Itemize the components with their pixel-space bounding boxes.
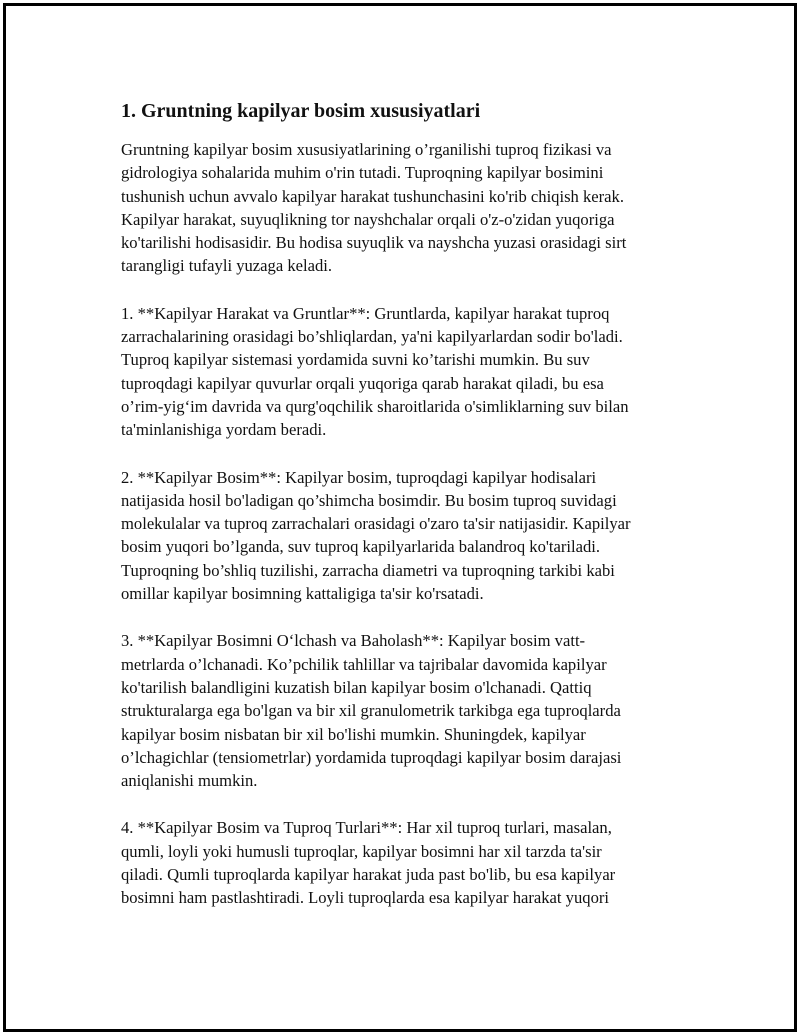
paragraph-1-kapilyar-harakat: 1. **Kapilyar Harakat va Gruntlar**: Gruntlarda, kapilyar harakat tuproq zarrachalarining orasidagi bo’shliqlardan, ya'ni kapilyarlardan sodir bo'ladi. Tuproq kapilyar sistemasi yordamida suvni ko’tarishi mumkin. Bu suv tuproqdagi kapilyar quvurlar orqali yuqoriga qarab harakat qiladi, bu esa o’rim-yig‘im davrida va qurg'oqchilik sharoitlarida o'simliklarning suv bilan ta'minlanishiga yordam beradi. xyxy=(121,303,629,440)
document-title: 1. Gruntning kapilyar bosim xususiyatlari xyxy=(121,100,481,122)
paragraph-3-olchash-baholash: 3. **Kapilyar Bosimni O‘lchash va Baholash**: Kapilyar bosim vatt- metrlarda o’lchanadi. Ko’pchilik tahlillar va tajribalar davomida kapilyar ko'tarilish balandligini kuzatish bilan kapilyar bosim o'lchanadi. Qattiq strukturalarga ega bo'lgan va bir xil granulometrik tarkibga ega tuproqlarda kapilyar bosim nisbatan bir xil bo'lishi mumkin. Shuningdek, kapilyar o’lchagichlar (tensiometrlar) yordamida tuproqdagi kapilyar bosim darajasi aniqlanishi mumkin. xyxy=(121,631,622,791)
paragraph-2-kapilyar-bosim: 2. **Kapilyar Bosim**: Kapilyar bosim, tuproqdagi kapilyar hodisalari natijasida hosil bo'ladigan qo’shimcha bosimdir. Bu bosim tuproq suvidagi molekulalar va tuproq zarrachalari orasidagi o'zaro ta'sir natijasidir. Kapilyar bosim yuqori bo’lganda, suv tuproq kapilyarlarida balandroq ko'tariladi. Tuproqning bo’shliq tuzilishi, zarracha diametri va tuproqning tarkibi kabi omillar kapilyar bosimning kattaligiga ta'sir ko'rsatadi. xyxy=(121,467,631,604)
document-body xyxy=(121,96,696,934)
page-frame xyxy=(3,3,797,1032)
intro-paragraph: Gruntning kapilyar bosim xususiyatlarining o’rganilishi tuproq fizikasi va gidrologiya sohalarida muhim o'rin tutadi. Tuproqning kapilyar bosimini tushunish uchun avvalo kapilyar harakat tushunchasini ko'rib chiqish kerak. Kapilyar harakat, suyuqlikning tor nayshchalar orqali o'z-o'zidan yuqoriga ko'tarilishi hodisasidir. Bu hodisa suyuqlik va nayshcha yuzasi orasidagi sirt tarangligi tufayli yuzaga keladi. xyxy=(121,140,627,276)
paragraph-4-tuproq-turlari: 4. **Kapilyar Bosim va Tuproq Turlari**: Har xil tuproq turlari, masalan, qumli, loyli yoki humusli tuproqlar, kapilyar bosimni har xil tarzda ta'sir qiladi. Qumli tuproqlarda kapilyar harakat juda past bo'lib, bu esa kapilyar bosimni ham pastlashtiradi. Loyli tuproqlarda esa kapilyar harakat yuqori xyxy=(121,818,616,908)
